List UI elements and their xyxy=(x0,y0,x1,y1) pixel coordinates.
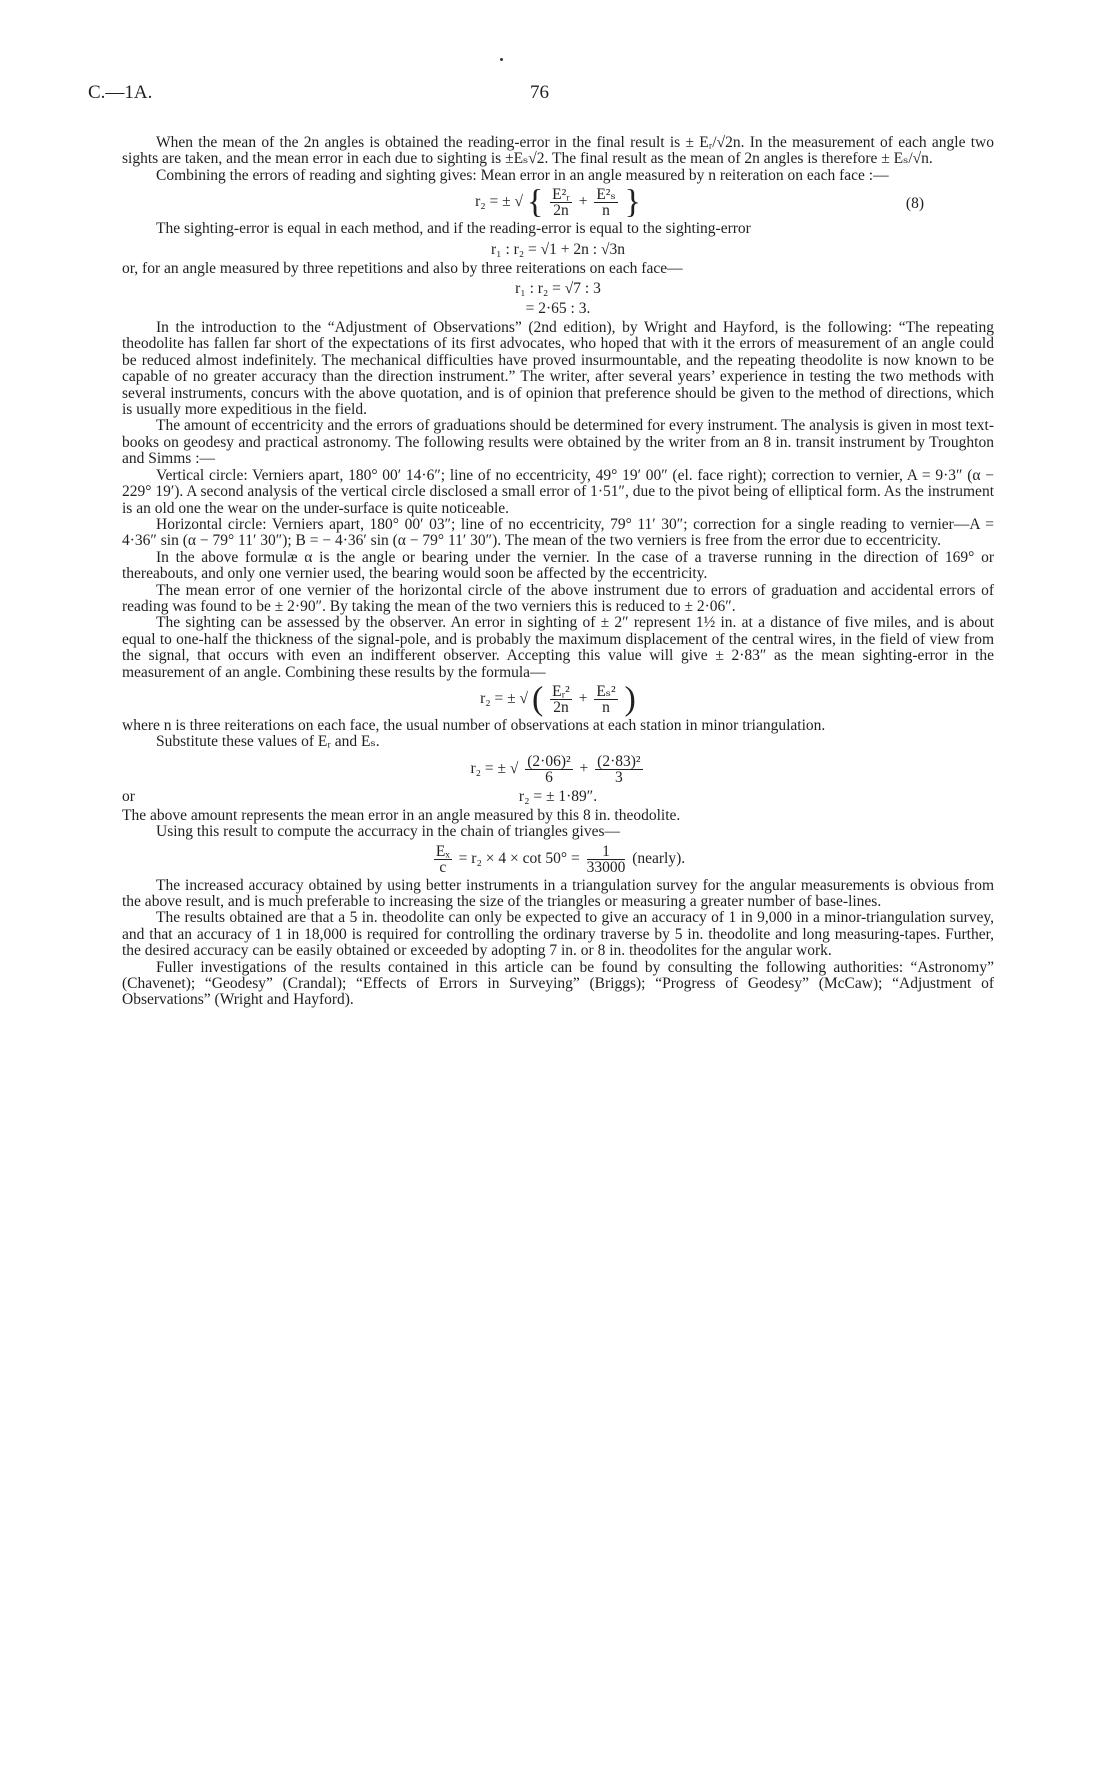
paragraph: In the introduction to the “Adjustment of Observations” (2nd edition), by Wright and Hayford, is the following: “The repeating theodolite has fallen far short of the expectations of its first advocates, who hoped that with it the errors of measurement of an angle could be reduced almost indefinitely. The mechanical difficulties have proved insurmountable, and the repeating theodolite is now known to be capable of no greater accuracy than the direction instrument.” The writer, after several years’ experience in testing the two methods with several instruments, concurs with the above quotation, and is of opinion that preference should be given to the method of directions, which is usually more expeditious in the field. xyxy=(122,319,994,419)
paragraph: The amount of eccentricity and the errors of graduations should be determined for every instrument. The analysis is given in most text-books on geodesy and practical astronomy. The following results were obtained by the writer from an 8 in. transit instrument by Troughton and Simms :— xyxy=(122,417,994,468)
fraction: $\frac{\text{E²ₛ}}{n}$ xyxy=(596,186,616,220)
paragraph: The sighting can be assessed by the observer. An error in sighting of ± 2″ represent 1½ in. at a distance of five miles, and is about equal to one-half the thickness of the signal-pole, and is probably the maximum displacement of the central wires, in the field of view from the signal, that occurs with even an indifferent observer. Accepting this value will give ± 2·83″ as the mean sighting-error in the measurement of an angle. Combining these results by the formula— xyxy=(122,614,994,681)
paragraph: Fuller investigations of the results contained in this article can be found by consulting the following authorities: “Astronomy” (Chavenet); “Geodesy” (Crandal); “Effects of Errors in Surveying” (Briggs); “Progress of Geodesy” (McCaw); “Adjustment of Observations” (Wright and Hayford). xyxy=(122,958,994,1009)
paragraph: The increased accuracy obtained by using better instruments in a triangulation survey for the angular measurements is obvious from the above result, and is much preferable to increasing the size of the triangles or measuring a greater number of base-lines. xyxy=(122,876,994,910)
equation-ratio-result: = 2·65 : 3. xyxy=(525,300,591,318)
fraction: $\frac{\text{Eₓ}}{c}$ xyxy=(435,842,450,876)
equation-accuracy xyxy=(122,844,994,875)
paragraph: The sighting-error is equal in each method, and if the reading-error is equal to the sighting-error xyxy=(156,220,751,238)
close-bracket: } xyxy=(624,183,641,221)
paragraph: In the above formulæ α is the angle or bearing under the vernier. In the case of a traverse running in the direction of 169° or thereabouts, and only one vernier used, the bearing would soon be affected by the eccentricity. xyxy=(122,548,994,583)
paragraph: Vertical circle: Verniers apart, 180° 00′ 14·6″; line of no eccentricity, 49° 19′ 00″ (el. face right); correction to vernier, A = 9·3″ (α − 229° 19′). A second analysis of the vertical circle disclosed a small error of 1·51″, due to the pivot being of elliptical form. As the instrument is an old one the wear on the under-surface is quite noticeable. xyxy=(122,466,994,517)
equation-lhs: r₂ = ± √ xyxy=(480,690,529,708)
paragraph: where n is three reiterations on each face, the usual number of observations at each station in minor triangulation. xyxy=(122,716,826,734)
equation-middle: = r₂ × 4 × cot 50° = xyxy=(458,849,580,867)
equation-result-text: r₂ = ± 1·89″. xyxy=(518,787,598,805)
close-paren: ) xyxy=(624,680,636,718)
page-number: 76 xyxy=(530,82,549,103)
fraction: $\frac{\text{(2·83)²}}{3}$ xyxy=(597,752,641,786)
equation-ratio-7-3: r₁ : r₂ = √7 : 3 xyxy=(515,280,601,298)
paragraph: or, for an angle measured by three repetitions and also by three reiterations on each face— xyxy=(122,259,683,277)
fraction: $\frac{\text{(2·06)²}}{6}$ xyxy=(527,752,571,786)
equation-8: r₂ = ± √ { $\frac{\text{E²ᵣ}}{2n}$ + $\frac{\text{E²ₛ}}{n}$ } (8) xyxy=(475,183,924,221)
paragraph: The above amount represents the mean error in an angle measured by this 8 in. theodolite. xyxy=(122,806,681,824)
fraction: $\frac{\text{Eᵣ²}}{2n}$ xyxy=(552,682,570,716)
equation-lhs: r₂ = ± √ xyxy=(475,193,524,211)
paragraph: When the mean of the 2n angles is obtained the reading-error in the final result is ± Eᵣ/√2n. In the measurement of each angle two sights are taken, and the mean error in each due to sighting is ±Eₛ√2. The final result as the mean of 2n angles is therefore ± Eₛ/√n. xyxy=(122,134,994,168)
fraction: $\frac{\text{E²ᵣ}}{2n}$ xyxy=(552,186,570,220)
fraction: $\frac{1}{33000}$ xyxy=(586,842,626,876)
document-code: C.—1A. xyxy=(88,82,153,103)
equation-substitution: r₂ = ± √ $\frac{\text{(2·06)²}}{6}$ + $\frac{\text{(2·83)²}}{3}$ xyxy=(470,752,641,786)
equation-ratio: r₁ : r₂ = √1 + 2n : √3n xyxy=(491,240,625,258)
open-paren: ( xyxy=(531,680,544,718)
paragraph: Horizontal circle: Verniers apart, 180° 00′ 03″; line of no eccentricity, 79° 11′ 30″; correction for a single reading to vernier—A = 4·36″ sin (α − 79° 11′ 30″); B = − 4·36′ sin (α − 79° 11′ 30″). The mean of the two verniers is free from the error due to eccentricity. xyxy=(122,515,994,550)
or-label: or xyxy=(122,787,135,805)
paragraph: Substitute these values of Eᵣ and Eₛ. xyxy=(156,733,380,751)
open-bracket: { xyxy=(526,183,544,221)
article-body xyxy=(122,135,994,1009)
equation-tail: (nearly). xyxy=(632,849,686,867)
equation-formula: r₂ = ± √ ( $\frac{\text{Eᵣ²}}{2n}$ + $\frac{\text{Eₛ²}}{n}$ ) xyxy=(480,680,636,718)
paragraph: Using this result to compute the accurracy in the chain of triangles gives— xyxy=(156,823,621,841)
fraction: $\frac{\text{Eₛ²}}{n}$ xyxy=(596,682,616,716)
equation-result xyxy=(122,788,994,805)
paragraph: Combining the errors of reading and sighting gives: Mean error in an angle measured by n reiteration on each face :— xyxy=(156,166,889,184)
paragraph: The results obtained are that a 5 in. theodolite can only be expected to give an accuracy of 1 in 9,000 in a minor-triangulation survey, and that an accuracy of 1 in 18,000 is required for controlling the ordinary traverse by 5 in. theodolite and long measuring-tapes. Further, the desired accuracy can be easily obtained or exceeded by adopting 7 in. or 8 in. theodolites for the angular work. xyxy=(122,909,994,960)
paragraph: The mean error of one vernier of the horizontal circle of the above instrument due to errors of graduation and accidental errors of reading was found to be ± 2·90″. By taking the mean of the two verniers this is reduced to ± 2·06″. xyxy=(122,581,994,615)
speck-mark xyxy=(500,58,503,61)
equation-number: (8) xyxy=(905,195,924,213)
equation-lhs: r₂ = ± √ xyxy=(470,759,519,777)
